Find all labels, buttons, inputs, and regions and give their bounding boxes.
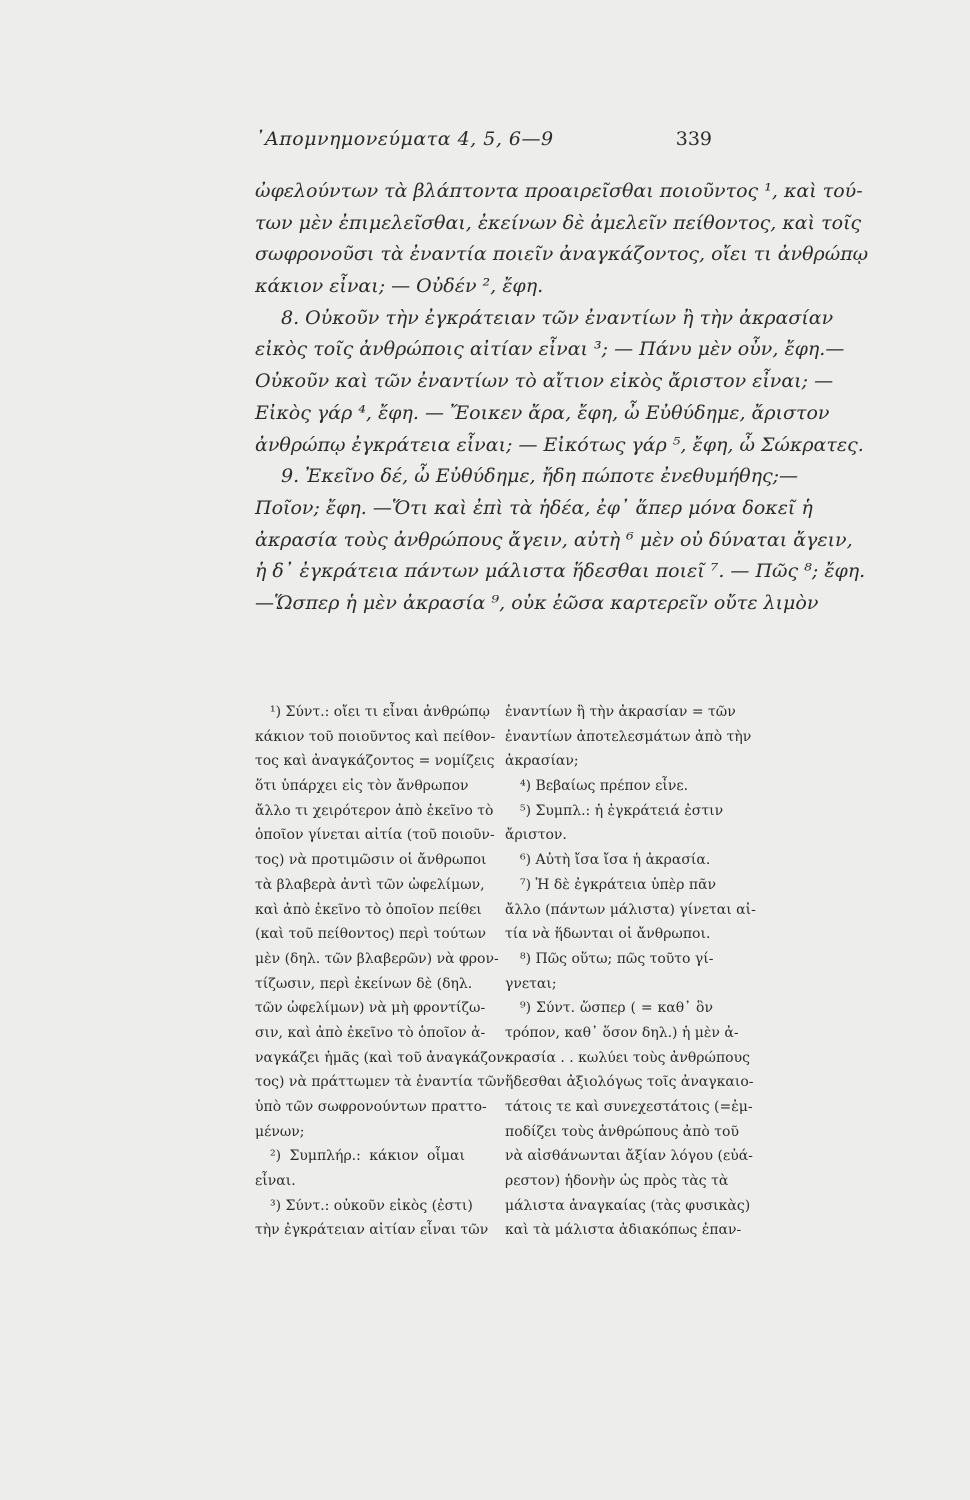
footnote-line: μὲν (δηλ. τῶν βλαβερῶν) νὰ φρον-: [255, 950, 499, 967]
footnote-line: μάλιστα ἀναγκαίας (τὰς φυσικὰς): [505, 1197, 751, 1214]
footnote-line: καὶ τὰ μάλιστα ἀδιακόπως ἐπαν-: [505, 1222, 742, 1239]
footnote-line: κάκιον τοῦ ποιοῦντος καὶ πείθον-: [255, 728, 496, 745]
footnote-line: κρασία . . κωλύει τοὺς ἀνθρώπους: [505, 1049, 750, 1066]
footnote-line: τος) νὰ προτιμῶσιν οἱ ἄνθρωποι: [255, 852, 487, 869]
footnote-line: ⁵) Συμπλ.: ἡ ἐγκράτειά ἐστιν: [520, 802, 724, 819]
footnote-line: ἥδεσθαι ἀξιολόγως τοῖς ἀναγκαιο-: [505, 1074, 754, 1091]
footnote-line: τος καὶ ἀναγκάζοντος = νομίζεις: [255, 753, 495, 770]
main-text-line: Εἰκὸς γάρ ⁴, ἔφη. — Ἔοικεν ἄρα, ἔφη, ὦ Εὐθύδημε, ἄριστον: [255, 401, 830, 424]
footnote-line: τὰ βλαβερὰ ἀντὶ τῶν ὠφελίμων,: [255, 876, 485, 893]
footnote-line: μένων;: [255, 1123, 305, 1140]
main-text: [255, 176, 869, 620]
footnotes-right-column: [505, 700, 756, 1243]
footnote-line: τάτοις τε καὶ συνεχεστάτοις (=ἐμ-: [505, 1099, 753, 1115]
footnotes-left-column: [255, 700, 510, 1243]
main-text-line: των μὲν ἐπιμελεῖσθαι, ἐκείνων δὲ ἀμελεῖν πείθοντος, καὶ τοῖς: [255, 211, 862, 234]
main-text-line: 8. Οὐκοῦν τὴν ἐγκράτειαν τῶν ἐναντίων ἢ τὴν ἀκρασίαν: [281, 306, 834, 329]
footnote-line: ⁹) Σύντ. ὥσπερ ( = καθ᾽ ὃν: [520, 1000, 713, 1017]
footnote-line: σιν, καὶ ἀπὸ ἐκεῖνο τὸ ὁποῖον ἀ-: [255, 1024, 486, 1041]
footnote-line: (καὶ τοῦ πείθοντος) περὶ τούτων: [255, 926, 486, 943]
main-text-line: Οὐκοῦν καὶ τῶν ἐναντίων τὸ αἴτιον εἰκὸς ἄριστον εἶναι; —: [255, 370, 834, 393]
footnote-line: τος) νὰ πράττωμεν τὰ ἐναντία τῶν: [255, 1074, 505, 1091]
footnote-line: ἐναντίων ἀποτελεσμάτων ἀπὸ τὴν: [505, 728, 752, 745]
main-text-line: ἀνθρώπῳ ἐγκράτεια εἶναι; — Εἰκότως γάρ ⁵, ἔφη, ὦ Σώκρατες.: [255, 433, 864, 456]
footnote-line: τρόπον, καθ᾽ ὅσον δηλ.) ἡ μὲν ἀ-: [505, 1024, 739, 1041]
footnote-line: νὰ αἰσθάνωνται ἄξίαν λόγου (εὐά-: [505, 1148, 753, 1165]
footnote-line: ναγκάζει ἡμᾶς (καὶ τοῦ ἀναγκάζον-: [255, 1049, 510, 1066]
footnote-line: τία νὰ ἥδωνται οἱ ἄνθρωποι.: [505, 926, 711, 943]
main-text-line: κάκιον εἶναι; — Οὐδέν ², ἔφη.: [255, 275, 544, 298]
main-text-line: σωφρονοῦσι τὰ ἐναντία ποιεῖν ἀναγκάζοντος, οἴει τι ἀνθρώπῳ: [255, 243, 869, 266]
footnote-line: ὅτι ὑπάρχει εἰς τὸν ἄνθρωπον: [255, 778, 469, 795]
main-text-line: 9. Ἐκεῖνο δέ, ὦ Εὐθύδημε, ἤδη πώποτε ἐνεθυμήθης;—: [281, 465, 799, 488]
footnote-line: ἄριστον.: [505, 827, 567, 844]
footnote-line: καὶ ἀπὸ ἐκεῖνο τὸ ὁποῖον πείθει: [255, 901, 482, 918]
footnote-line: ¹) Σύντ.: οἴει τι εἶναι ἀνθρώπῳ: [270, 704, 490, 720]
footnote-line: ἄλλο (πάντων μάλιστα) γίνεται αἰ-: [505, 901, 756, 918]
running-title: ᾿Απομνημονεύματα 4, 5, 6—9: [255, 128, 554, 150]
footnote-line: τῶν ὠφελίμων) νὰ μὴ φροντίζω-: [255, 1000, 486, 1017]
footnote-line: ²) Συμπλήρ.: κάκιον οἶμαι: [270, 1148, 465, 1165]
main-text-line: ἀκρασία τοὺς ἀνθρώπους ἄγειν, αὐτὴ ⁶ μὲν οὐ δύναται ἄγειν,: [255, 528, 853, 551]
main-text-line: Ποῖον; ἔφη. —Ὅτι καὶ ἐπὶ τὰ ἡδέα, ἐφ᾽ ἅπερ μόνα δοκεῖ ἡ: [255, 496, 813, 519]
footnote-line: ⁴) Βεβαίως πρέπον εἶνε.: [520, 778, 689, 795]
footnote-line: γνεται;: [505, 975, 557, 992]
footnote-line: ἀκρασίαν;: [505, 753, 579, 770]
footnote-line: ποδίζει τοὺς ἀνθρώπους ἀπὸ τοῦ: [505, 1123, 739, 1140]
footnote-line: τίζωσιν, περὶ ἐκείνων δὲ (δηλ.: [255, 975, 473, 992]
footnote-line: ³) Σύντ.: οὐκοῦν εἰκὸς (ἐστι): [270, 1197, 473, 1214]
footnote-line: ⁶) Αὐτὴ ἴσα ἴσα ἡ ἀκρασία.: [520, 852, 711, 869]
main-text-line: —Ὥσπερ ἡ μὲν ἀκρασία ⁹, οὐκ ἐῶσα καρτερεῖν οὔτε λιμὸν: [255, 591, 819, 614]
footnote-line: ἐναντίων ἢ τὴν ἀκρασίαν = τῶν: [505, 704, 736, 720]
main-text-line: ἡ δ᾽ ἐγκράτεια πάντων μάλιστα ἥδεσθαι ποιεῖ ⁷. — Πῶς ⁸; ἔφη.: [255, 560, 866, 583]
page-number: 339: [675, 128, 712, 150]
main-text-line: εἰκὸς τοῖς ἀνθρώποις αἰτίαν εἶναι ³; — Πάνυ μὲν οὖν, ἔφη.—: [255, 338, 845, 361]
footnote-line: τὴν ἐγκράτειαν αἰτίαν εἶναι τῶν: [255, 1222, 489, 1239]
footnote-line: ⁸) Πῶς οὕτω; πῶς τοῦτο γί-: [520, 950, 714, 967]
footnote-line: ὁποῖον γίνεται αἰτία (τοῦ ποιοῦν-: [255, 827, 495, 844]
main-text-line: ὠφελούντων τὰ βλάπτοντα προαιρεῖσθαι ποιοῦντος ¹, καὶ τού-: [255, 180, 863, 202]
footnote-line: ⁷) Ἡ δὲ ἐγκράτεια ὑπὲρ πᾶν: [520, 876, 717, 893]
footnote-line: ρεστον) ἡδονὴν ὡς πρὸς τὰς τὰ: [505, 1173, 729, 1190]
footnote-line: εἶναι.: [255, 1173, 296, 1190]
footnote-line: ὑπὸ τῶν σωφρονούντων πραττο-: [255, 1099, 487, 1115]
footnote-line: ἄλλο τι χειρότερον ἀπὸ ἐκεῖνο τὸ: [255, 802, 494, 819]
